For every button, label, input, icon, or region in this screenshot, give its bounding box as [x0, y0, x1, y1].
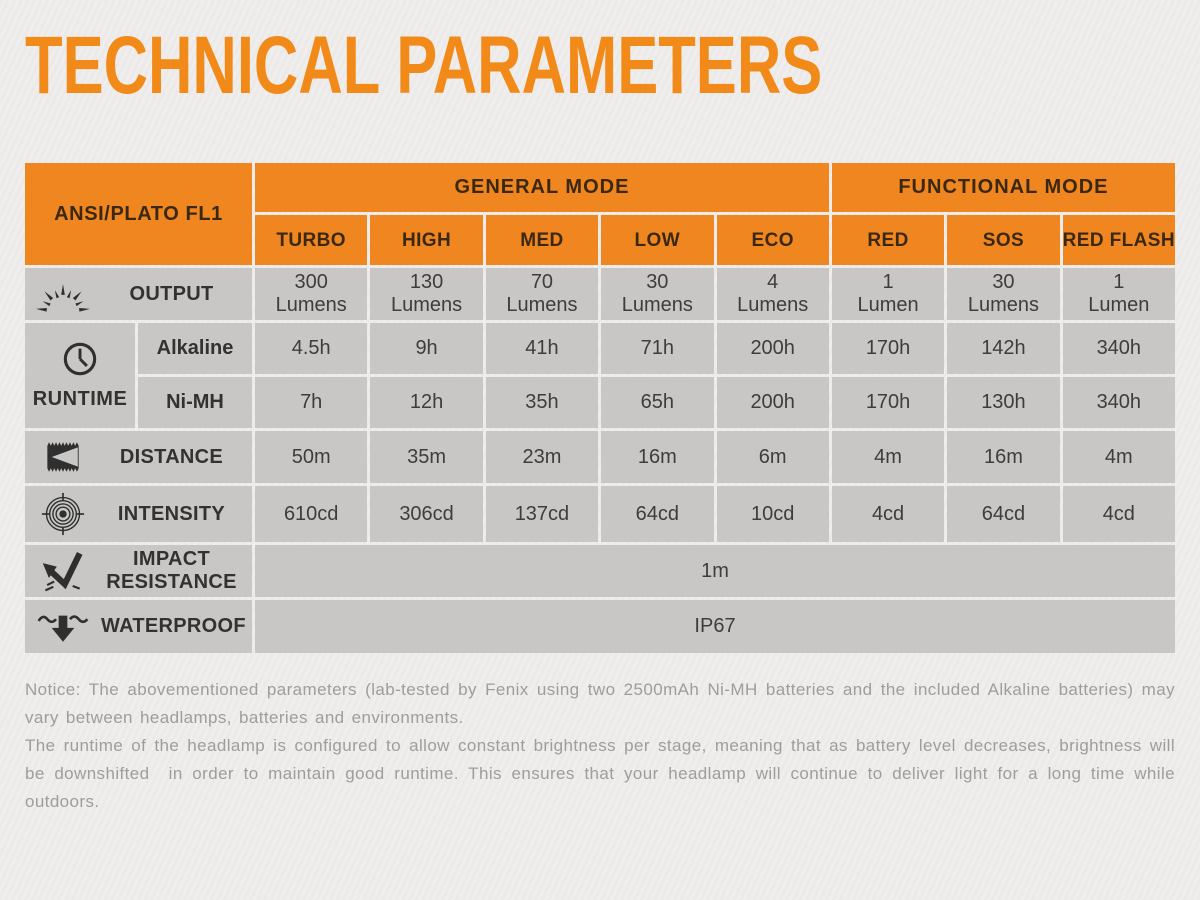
- output-red: 1 Lumen: [832, 268, 944, 320]
- header-row-groups: [25, 163, 1175, 212]
- notice-paragraph-1: Notice: The abovementioned parameters (lab-tested by Fenix using two 2500mAh Ni-MH batteries and the included Alkaline batteries) may vary between headlamps, batteries and environments.: [25, 680, 1183, 727]
- alkaline-red-flash: 340h: [1063, 323, 1175, 374]
- distance-low: 16m: [601, 431, 713, 483]
- runtime-label: RUNTIME: [32, 388, 128, 410]
- row-waterproof: [25, 600, 1175, 653]
- distance-med: 23m: [486, 431, 598, 483]
- distance-eco: 6m: [717, 431, 829, 483]
- output-red-flash: 1 Lumen: [1063, 268, 1175, 320]
- target-intensity-icon: [25, 492, 101, 536]
- distance-red: 4m: [832, 431, 944, 483]
- intensity-med: 137cd: [486, 486, 598, 542]
- mode-high: HIGH: [370, 215, 482, 265]
- clock-icon: [61, 340, 99, 378]
- group-general-mode: GENERAL MODE: [255, 163, 829, 212]
- intensity-red: 4cd: [832, 486, 944, 542]
- nimh-sos: 130h: [947, 377, 1059, 428]
- impact-resistance-value: 1m: [255, 545, 1175, 597]
- distance-sos: 16m: [947, 431, 1059, 483]
- mode-sos: SOS: [947, 215, 1059, 265]
- output-turbo: 300 Lumens: [255, 268, 367, 320]
- alkaline-med: 41h: [486, 323, 598, 374]
- output-high: 130 Lumens: [370, 268, 482, 320]
- alkaline-low: 71h: [601, 323, 713, 374]
- runtime-alkaline-label: Alkaline: [138, 323, 252, 374]
- intensity-high: 306cd: [370, 486, 482, 542]
- group-functional-mode: FUNCTIONAL MODE: [832, 163, 1175, 212]
- row-runtime-nimh: [25, 377, 1175, 428]
- row-output: [25, 268, 1175, 320]
- water-arrow-icon: [25, 607, 101, 647]
- nimh-med: 35h: [486, 377, 598, 428]
- nimh-low: 65h: [601, 377, 713, 428]
- nimh-high: 12h: [370, 377, 482, 428]
- waterproof-value: IP67: [255, 600, 1175, 653]
- page-title: TECHNICAL PARAMETERS: [25, 20, 823, 111]
- mode-red: RED: [832, 215, 944, 265]
- output-eco: 4 Lumens: [717, 268, 829, 320]
- row-distance: [25, 431, 1175, 483]
- corner-label: ANSI/PLATO FL1: [25, 163, 252, 265]
- nimh-turbo: 7h: [255, 377, 367, 428]
- mode-red-flash: RED FLASH: [1063, 215, 1175, 265]
- nimh-red: 170h: [832, 377, 944, 428]
- alkaline-red: 170h: [832, 323, 944, 374]
- distance-label: DISTANCE: [119, 445, 224, 468]
- alkaline-turbo: 4.5h: [255, 323, 367, 374]
- nimh-red-flash: 340h: [1063, 377, 1175, 428]
- sun-rays-icon: [25, 274, 101, 314]
- technical-parameters-table: [22, 160, 1178, 656]
- notice-paragraph-2: The runtime of the headlamp is configured to allow constant brightness per stage, meaning that as battery level decreases, brightness will be downshifted in order to maintain good runtime. This ensures that your headlamp will continue to deliver light for a long time while outdoors.: [25, 736, 1183, 811]
- alkaline-eco: 200h: [717, 323, 829, 374]
- output-sos: 30 Lumens: [947, 268, 1059, 320]
- alkaline-high: 9h: [370, 323, 482, 374]
- waterproof-label: WATERPROOF: [101, 615, 246, 637]
- mode-turbo: TURBO: [255, 215, 367, 265]
- runtime-nimh-label: Ni-MH: [138, 377, 252, 428]
- row-impact-resistance: [25, 545, 1175, 597]
- row-intensity: [25, 486, 1175, 542]
- distance-high: 35m: [370, 431, 482, 483]
- intensity-eco: 10cd: [717, 486, 829, 542]
- impact-arrow-icon: [25, 549, 101, 593]
- beam-distance-icon: [25, 437, 101, 477]
- intensity-sos: 64cd: [947, 486, 1059, 542]
- mode-eco: ECO: [717, 215, 829, 265]
- alkaline-sos: 142h: [947, 323, 1059, 374]
- intensity-turbo: 610cd: [255, 486, 367, 542]
- mode-med: MED: [486, 215, 598, 265]
- output-med: 70 Lumens: [486, 268, 598, 320]
- distance-red-flash: 4m: [1063, 431, 1175, 483]
- notice-text: [25, 676, 1183, 816]
- mode-low: LOW: [601, 215, 713, 265]
- intensity-red-flash: 4cd: [1063, 486, 1175, 542]
- distance-turbo: 50m: [255, 431, 367, 483]
- intensity-label: INTENSITY: [117, 502, 226, 525]
- output-low: 30 Lumens: [601, 268, 713, 320]
- impact-resistance-label: IMPACT RESISTANCE: [106, 548, 237, 593]
- output-label: OUTPUT: [129, 282, 214, 305]
- intensity-low: 64cd: [601, 486, 713, 542]
- row-runtime-alkaline: [25, 323, 1175, 374]
- nimh-eco: 200h: [717, 377, 829, 428]
